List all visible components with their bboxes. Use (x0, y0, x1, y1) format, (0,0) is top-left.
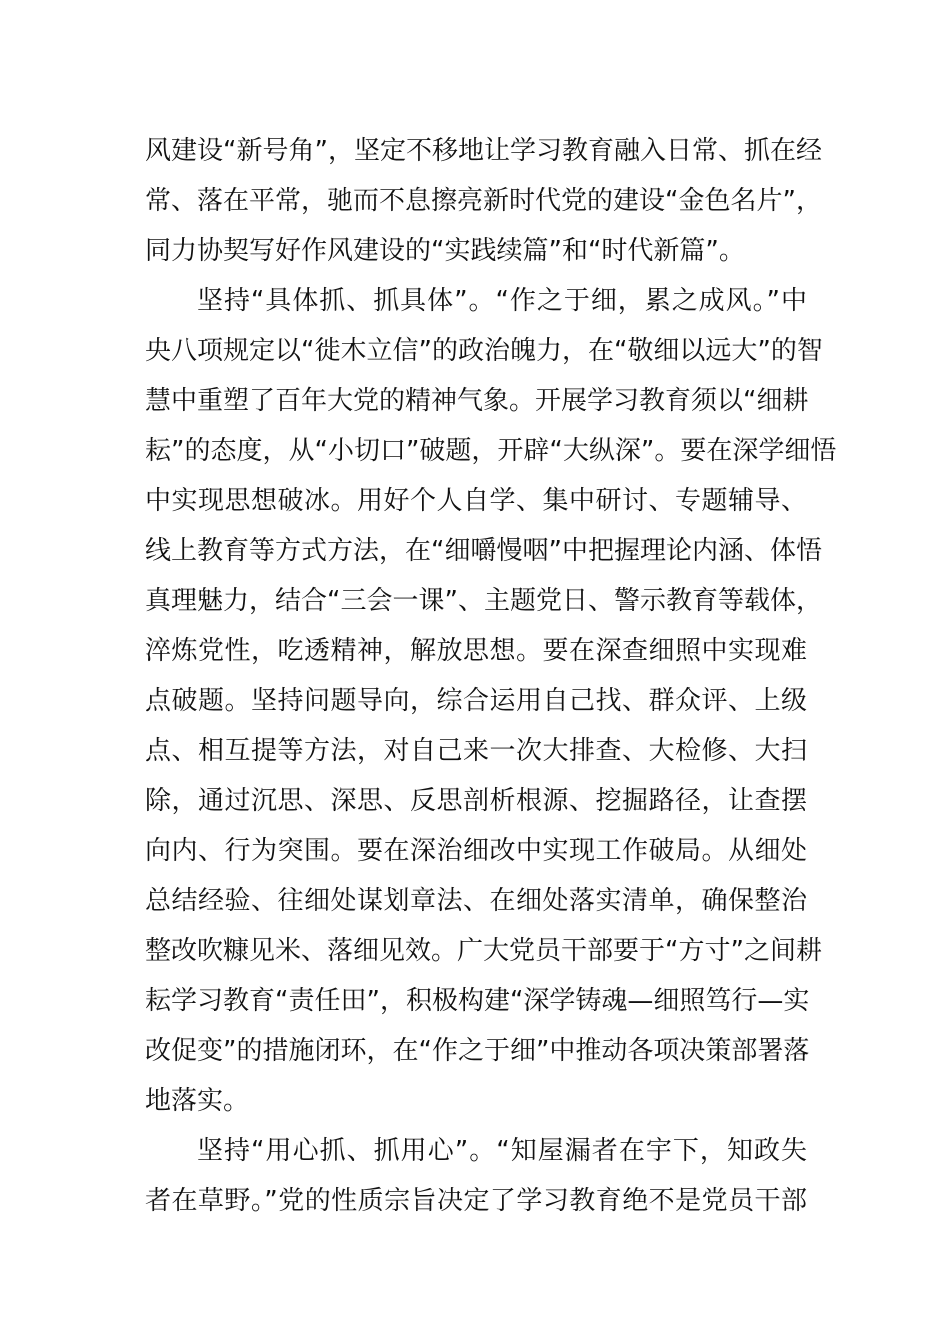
paragraph-start-line: 坚持“用心抓、抓用心”。“知屋漏者在宇下，知政失 (197, 1136, 807, 1166)
text-line: 常、落在平常，驰而不息擦亮新时代党的建设“金色名片”， (145, 186, 822, 216)
text-line: 风建设“新号角”，坚定不移地让学习教育融入日常、抓在经 (145, 136, 822, 166)
text-line: 淬炼党性，吃透精神，解放思想。要在深查细照中实现难 (145, 636, 807, 666)
text-line: 点、相互提等方法，对自己来一次大排查、大检修、大扫 (145, 736, 807, 766)
text-line: 央八项规定以“徙木立信”的政治魄力，在“敬细以远大”的智 (145, 336, 823, 366)
text-line: 向内、行为突围。要在深治细改中实现工作破局。从细处 (145, 836, 807, 866)
text-line: 地落实。 (145, 1086, 250, 1116)
text-line: 真理魅力，结合“三会一课”、主题党日、警示教育等载体， (145, 586, 822, 616)
text-line: 者在草野。”党的性质宗旨决定了学习教育绝不是党员干部 (145, 1186, 807, 1216)
text-line: 除，通过沉思、深思、反思剖析根源、挖掘路径，让查摆 (145, 786, 807, 816)
text-line: 同力协契写好作风建设的“实践续篇”和“时代新篇”。 (145, 236, 745, 266)
text-line: 耘学习教育“责任田”，积极构建“深学铸魂—细照笃行—实 (145, 986, 810, 1016)
text-line: 改促变”的措施闭环，在“作之于细”中推动各项决策部署落 (145, 1036, 810, 1066)
text-line: 慧中重塑了百年大党的精神气象。开展学习教育须以“细耕 (145, 386, 809, 416)
text-line: 耘”的态度，从“小切口”破题，开辟“大纵深”。要在深学细悟 (145, 436, 837, 466)
paragraph-start-line: 坚持“具体抓、抓具体”。“作之于细，累之成风。”中 (197, 286, 807, 316)
text-line: 中实现思想破冰。用好个人自学、集中研讨、专题辅导、 (145, 486, 807, 516)
text-line: 整改吹糠见米、落细见效。广大党员干部要于“方寸”之间耕 (145, 936, 822, 966)
text-line: 点破题。坚持问题导向，综合运用自己找、群众评、上级 (145, 686, 807, 716)
text-line: 总结经验、往细处谋划章法、在细处落实清单，确保整治 (145, 886, 807, 916)
text-line: 线上教育等方式方法，在“细嚼慢咽”中把握理论内涵、体悟 (145, 536, 822, 566)
body-text (145, 126, 837, 1226)
